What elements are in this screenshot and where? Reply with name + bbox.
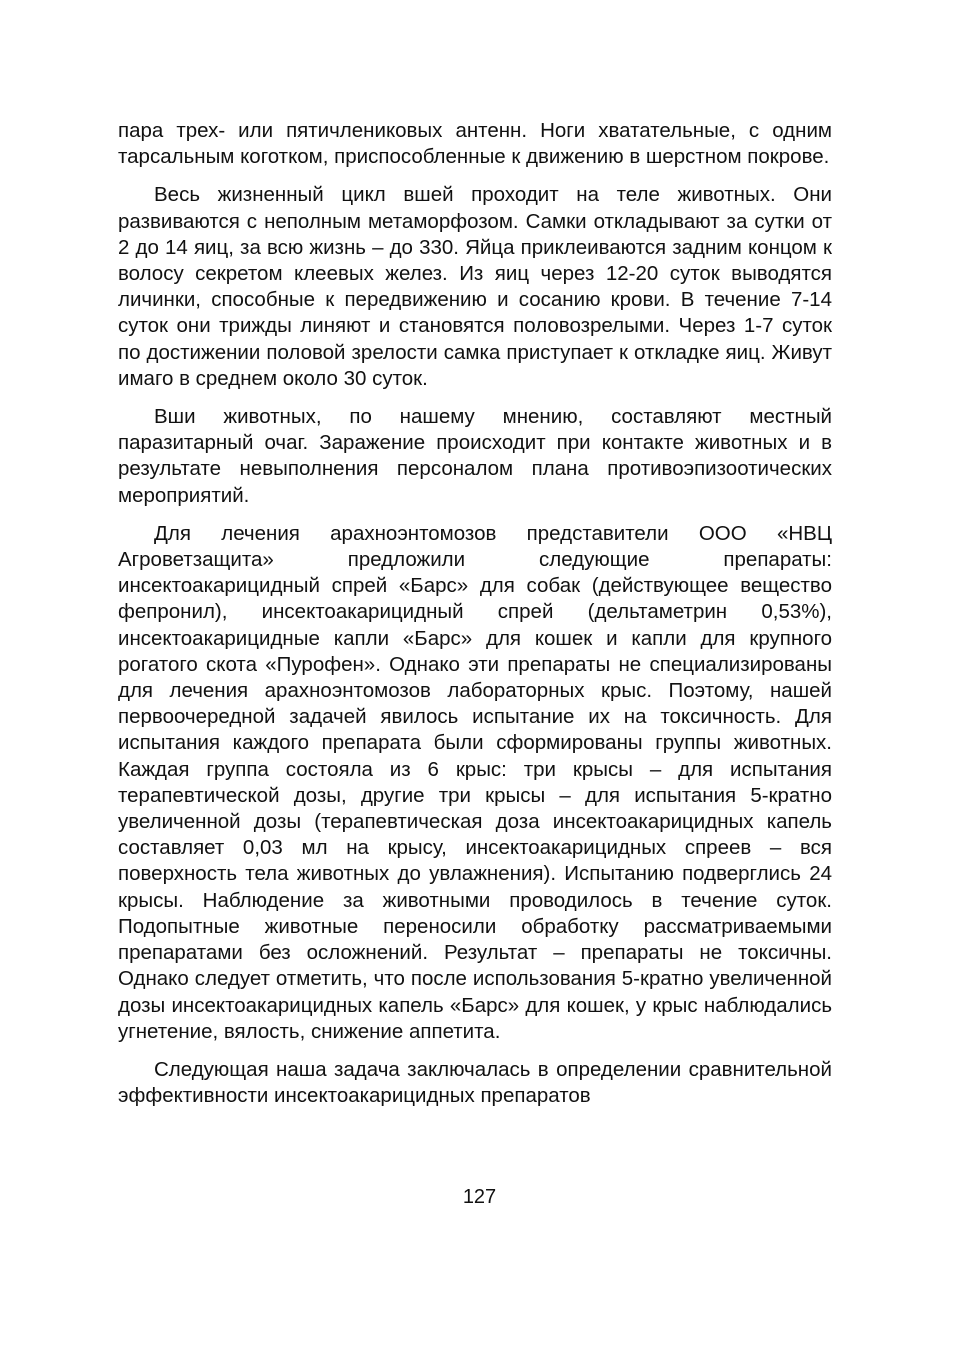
paragraph-2: Весь жизненный цикл вшей проходит на теле животных. Они развиваются с неполным метаморфозом. Самки откладывают за сутки от 2 до 14 яиц, за всю жизнь – до 330. Яйца приклеиваются задним концом к волосу секретом клеевых желез. Из яиц через 12-20 суток выводятся личинки, способные к передвижению и сосанию крови. В течение 7-14 суток они трижды линяют и становятся половозрелыми. Через 1-7 суток по достижении половой зрелости самка приступает к откладке яиц. Живут имаго в среднем около 30 суток. [118, 183, 832, 390]
body-text [118, 118, 832, 1121]
paragraph-1: пара трех- или пятичлениковых антенн. Ноги хватательные, с одним тарсальным коготком, приспособленные к движению в шерстном покрове. [118, 119, 832, 169]
page-number: 127 [462, 1186, 497, 1208]
paragraph-4: Для лечения арахноэнтомозов представители ООО «НВЦ Агроветзащита» предложили следующие препараты: инсектоакарицидный спрей «Барс» для собак (действующее вещество фепронил), инсектоакарицидный спрей (дельтаметрин 0,53%), инсектоакарицидные капли «Барс» для кошек и капли для крупного рогатого скота «Пурофен». Однако эти препараты не специализированы для лечения арахноэнтомозов лабораторных крыс. Поэтому, нашей первоочередной задачей явилось испытание их на токсичность. Для испытания каждого препарата были сформированы группы животных. Каждая группа состояла из 6 крыс: три крысы – для испытания терапевтической дозы, другие три крысы – для испытания 5-кратно увеличенной дозы (терапевтическая доза инсектоакарицидных капель составляет 0,03 мл на крысу, инсектоакарицидных спреев – вся поверхность тела животных до увлажнения). Испытанию подверглись 24 крысы. Наблюдение за животными проводилось в течение суток. Подопытные животные переносили обработку рассматриваемыми препаратами без осложнений. Результат – препараты не токсичны. Однако следует отметить, что после использования 5-кратно увеличенной дозы инсектоакарицидных капель «Барс» для кошек, у крыс наблюдались угнетение, вялость, снижение аппетита. [118, 521, 832, 1043]
paragraph-5: Следующая наша задача заключалась в определении сравнительной эффективности инсектоакарицидных препаратов [118, 1057, 832, 1108]
paragraph-3: Вши животных, по нашему мнению, составляют местный паразитарный очаг. Заражение происходит при контакте животных и в результате невыполнения персоналом плана противоэпизоотических мероприятий. [118, 405, 832, 507]
